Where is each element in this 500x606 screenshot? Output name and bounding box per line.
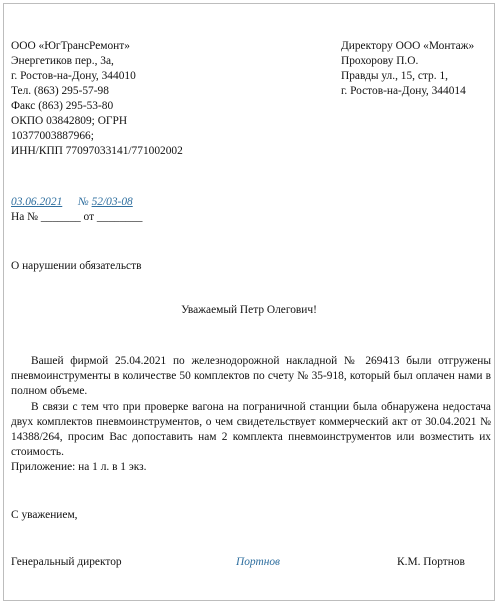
recipient-block: [341, 39, 474, 99]
letter-body: [11, 354, 491, 476]
letter-page: [3, 3, 495, 601]
body-paragraph-2: В связи с тем что при проверке вагона на пограничной станции была обнаружена недостача двух комплектов пневмоинструментов, о чем свидетельствует коммерческий акт от 30.04.2021 № 14388/264, просим Вас допоставить нам 2 комплекта пневмоинструментов или возместить их стоимость.: [11, 400, 491, 459]
letter-document: [4, 4, 494, 600]
sender-ogrn-number: 10377003887966;: [11, 130, 94, 142]
recipient-street: Правды ул., 15, стр. 1,: [341, 70, 448, 82]
recipient-title: Директору ООО «Монтаж»: [341, 40, 475, 52]
outgoing-reference: [11, 195, 133, 210]
reply-reference: На № _______ от ________: [11, 211, 143, 223]
sender-block: [11, 39, 183, 159]
sender-fax: Факс (863) 295-53-80: [11, 100, 114, 112]
recipient-name: Прохорову П.О.: [341, 55, 419, 67]
number-sign: №: [77, 196, 89, 208]
handwritten-signature: Портнов: [236, 556, 280, 568]
closing-phrase: С уважением,: [11, 509, 78, 521]
salutation: Уважаемый Петр Олегович!: [181, 304, 317, 316]
sender-okpo-ogrn: ОКПО 03842809; ОГРН: [11, 115, 128, 127]
letter-subject: О нарушении обязательств: [11, 260, 142, 272]
body-paragraph-1: Вашей фирмой 25.04.2021 по железнодорожной накладной № 269413 были отгружены пневмоинструменты в количестве 50 комплектов по счету № 35-918, который был оплачен нами в полном объеме.: [11, 355, 491, 398]
sender-street: Энергетиков пер., 3а,: [11, 55, 114, 67]
signatory-position: Генеральный директор: [11, 556, 122, 568]
attachment-note: Приложение: на 1 л. в 1 экз.: [11, 461, 147, 474]
recipient-city: г. Ростов-на-Дону, 344014: [341, 85, 466, 97]
sender-inn-kpp: ИНН/КПП 77097033141/771002002: [11, 145, 183, 157]
sender-phone: Тел. (863) 295-57-98: [11, 85, 109, 97]
sender-city: г. Ростов-на-Дону, 344010: [11, 70, 136, 82]
outgoing-number: 52/03-08: [91, 196, 133, 208]
sender-company: ООО «ЮгТрансРемонт»: [11, 40, 130, 52]
outgoing-date: 03.06.2021: [11, 196, 63, 208]
signatory-name: К.М. Портнов: [397, 556, 465, 568]
